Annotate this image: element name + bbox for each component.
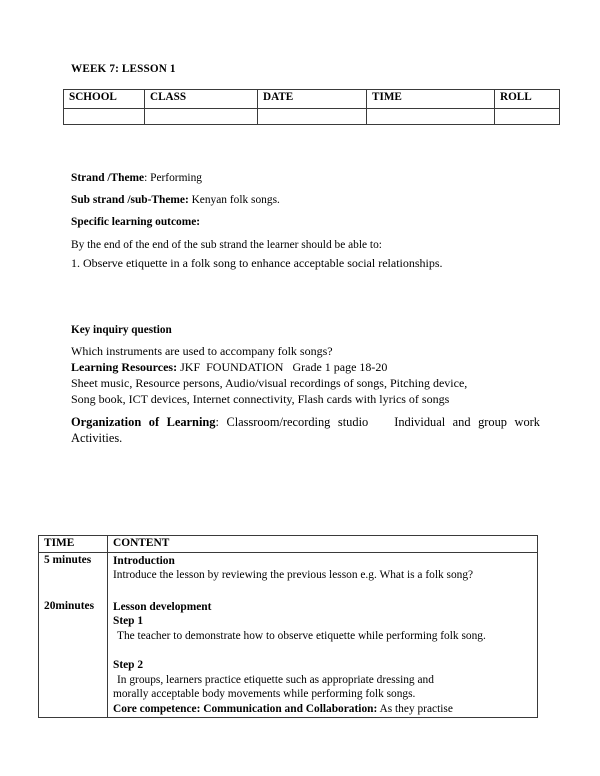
info-cell-time[interactable]: [367, 109, 495, 125]
lesson-time-5-minutes: 5 minutes: [39, 553, 108, 599]
organization-label: Organization of Learning: [71, 415, 216, 429]
learning-resources-line-2: Sheet music, Resource persons, Audio/visual recordings of songs, Pitching device,: [71, 376, 468, 390]
strand-value: : Performing: [144, 172, 202, 184]
learning-resources-line: [71, 360, 387, 375]
lesson-header-time: TIME: [39, 536, 108, 553]
page-title: WEEK 7: LESSON 1: [71, 63, 176, 75]
core-competence-line: [113, 702, 533, 716]
strand-label: Strand /Theme: [71, 172, 145, 184]
organization-of-learning-block: [71, 415, 540, 447]
learning-resources-line-3: Song book, ICT devices, Internet connectivity, Flash cards with lyrics of songs: [71, 392, 450, 406]
content-spacer: [113, 643, 533, 658]
info-table-header-row: [64, 90, 560, 109]
outcome-item-1: 1. Observe etiquette in a folk song to enhance acceptable social relationships.: [71, 256, 443, 270]
learning-resources-value: JKF FOUNDATION Grade 1 page 18-20: [177, 360, 388, 374]
step-2-text-line-2: morally acceptable body movements while performing folk songs.: [113, 688, 416, 701]
step-2-heading: Step 2: [113, 659, 144, 672]
lesson-info-table: [63, 89, 560, 125]
lesson-development-heading: Lesson development: [113, 600, 212, 613]
step-2-text-line-1: In groups, learners practice etiquette such as appropriate dressing and: [117, 673, 434, 686]
table-row: [39, 599, 538, 718]
info-header-roll: ROLL: [495, 90, 560, 109]
substrand-line: [71, 193, 280, 207]
introduction-heading: Introduction: [113, 555, 175, 567]
core-competence-label: Core competence: Communication and Collaboration:: [113, 702, 378, 715]
info-header-time: TIME: [367, 90, 495, 109]
table-row: [39, 553, 538, 599]
learning-resources-label: Learning Resources:: [71, 360, 178, 374]
organization-text-1: : Classroom/recording studio: [215, 415, 369, 429]
info-header-date: DATE: [258, 90, 367, 109]
specific-outcome-heading: Specific learning outcome:: [71, 216, 201, 228]
info-cell-class[interactable]: [145, 109, 258, 125]
core-competence-text: As they practise: [377, 702, 453, 715]
strand-line: [71, 171, 202, 185]
info-header-school: SCHOOL: [64, 90, 145, 109]
key-inquiry-question-text: Which instruments are used to accompany folk songs?: [71, 344, 333, 358]
content-spacer: [113, 583, 533, 598]
lesson-content-introduction: [108, 553, 538, 599]
info-cell-school[interactable]: [64, 109, 145, 125]
step-1-text: The teacher to demonstrate how to observe etiquette while performing folk song.: [117, 629, 486, 642]
lesson-content-development: [108, 599, 538, 718]
lesson-header-content: CONTENT: [108, 536, 538, 553]
substrand-value: Kenyan folk songs.: [188, 194, 280, 206]
info-header-class: CLASS: [145, 90, 258, 109]
lesson-time-20-minutes: 20minutes: [39, 599, 108, 718]
info-cell-roll[interactable]: [495, 109, 560, 125]
introduction-text: Introduce the lesson by reviewing the previous lesson e.g. What is a folk song?: [113, 569, 474, 582]
lesson-plan-table: [38, 535, 538, 718]
step-1-heading: Step 1: [113, 615, 144, 628]
outcome-intro-text: By the end of the end of the sub strand the learner should be able to:: [71, 239, 382, 251]
info-cell-date[interactable]: [258, 109, 367, 125]
organization-text-2: Individual and group work Activities.: [71, 415, 541, 445]
key-inquiry-heading: Key inquiry question: [71, 324, 172, 336]
lesson-table-header-row: [39, 536, 538, 553]
substrand-label: Sub strand /sub-Theme:: [71, 194, 189, 206]
info-table-value-row: [64, 109, 560, 125]
